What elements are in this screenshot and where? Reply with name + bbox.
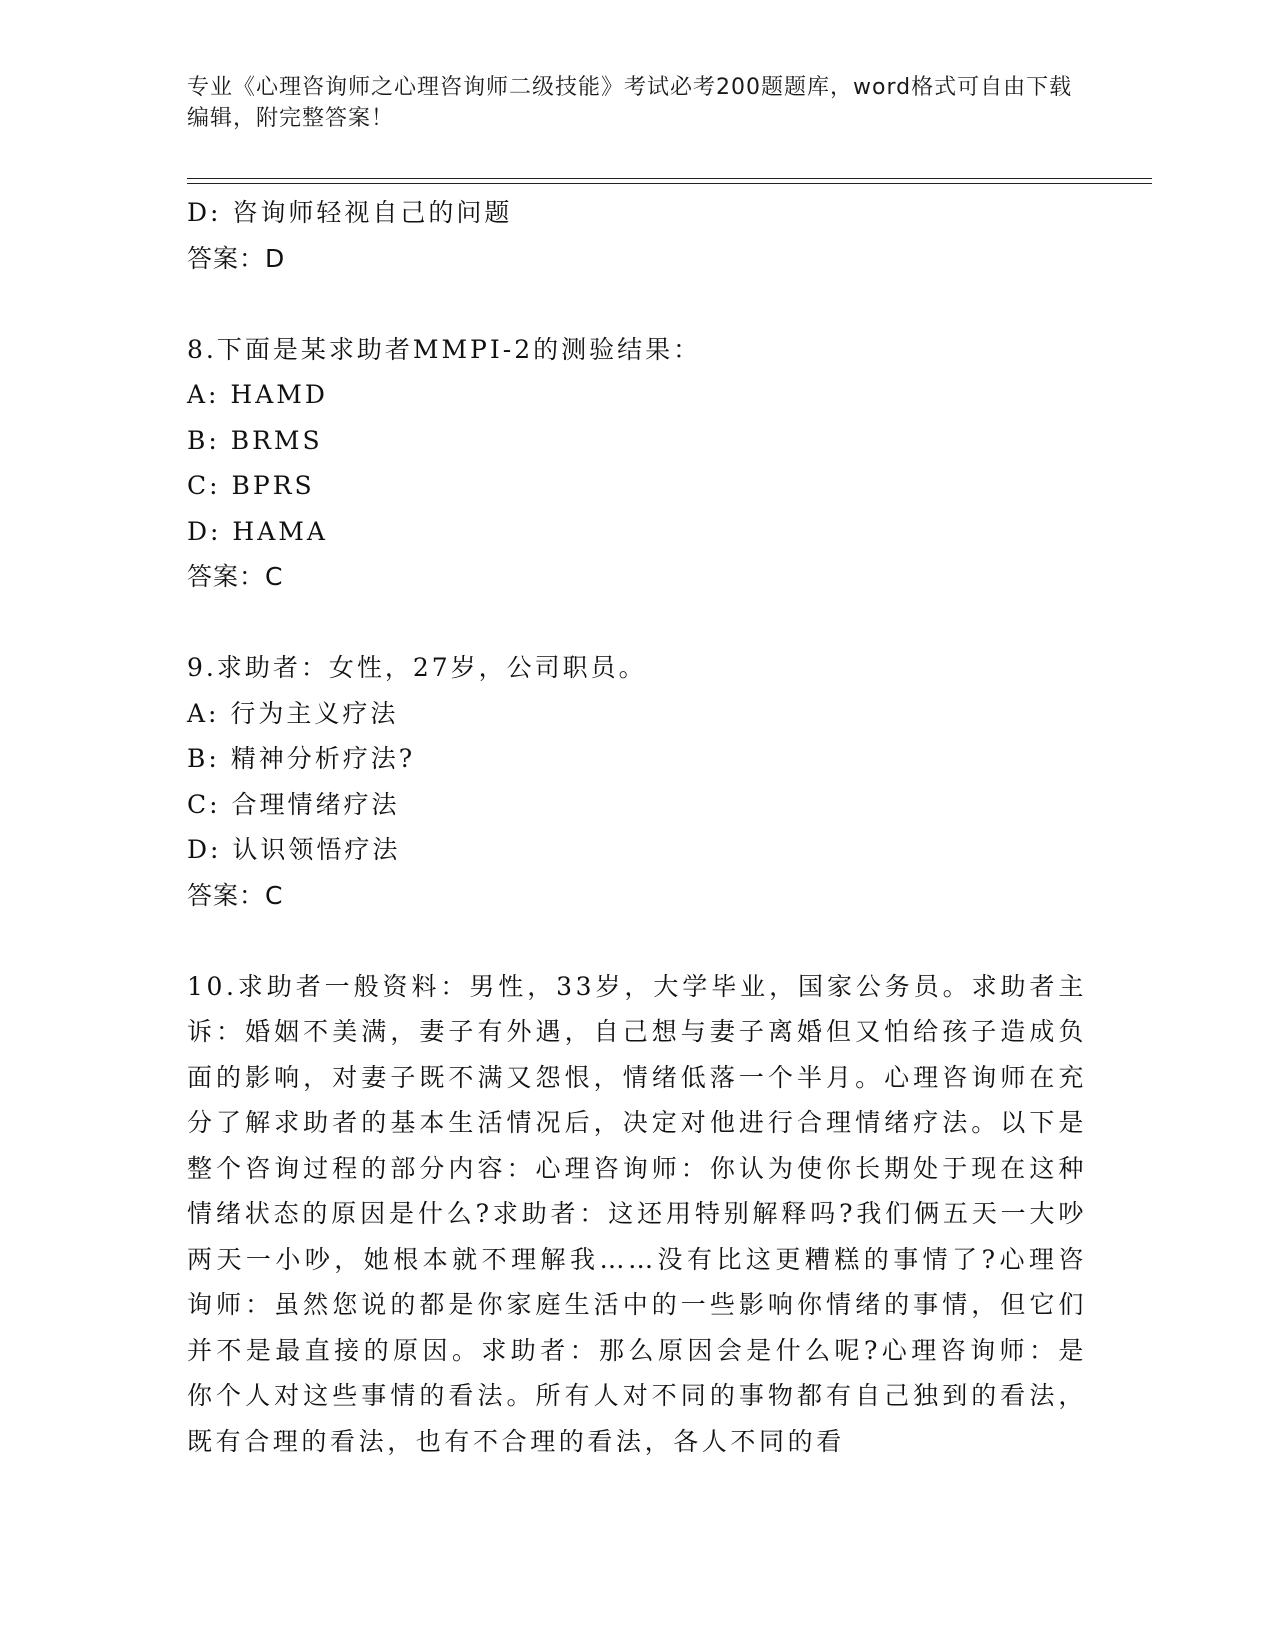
spacer — [187, 918, 1087, 964]
question-stem: 10.求助者一般资料：男性，33岁，大学毕业，国家公务员。求助者主诉：婚姻不美满，妻子有外遇，自己想与妻子离婚但又怕给孩子造成负面的影响，对妻子既不满又怨恨，情绪低落一个半月。心理咨询师在充分了解求助者的基本生活情况后，决定对他进行合理情绪疗法。以下是整个咨询过程的部分内容：心理咨询师：你认为使你长期处于现在这种情绪状态的原因是什么?求助者：这还用特别解释吗?我们俩五天一大吵两天一小吵，她根本就不理解我……没有比这更糟糕的事情了?心理咨询师：虽然您说的都是你家庭生活中的一些影响你情绪的事情，但它们并不是最直接的原因。求助者：那么原因会是什么呢?心理咨询师：是你个人对这些事情的看法。所有人对不同的事物都有自己独到的看法，既有合理的看法，也有不合理的看法，各人不同的看 — [187, 971, 1087, 1456]
option-b: B: 精神分析疗法? — [187, 744, 416, 773]
question-8 — [187, 327, 1087, 600]
spacer — [187, 281, 1087, 327]
answer-line: 答案：D — [187, 243, 286, 273]
option-c: C: 合理情绪疗法 — [187, 789, 400, 819]
question-10 — [187, 964, 1087, 1465]
answer-line: 答案：C — [187, 880, 284, 910]
question-stem: 8.下面是某求助者MMPI-2的测验结果： — [187, 334, 702, 364]
option-d: D: 咨询师轻视自己的问题 — [187, 198, 513, 227]
option-d: D: 认识领悟疗法 — [187, 835, 401, 864]
option-a: A: HAMD — [187, 380, 328, 409]
document-header: 专业《心理咨询师之心理咨询师二级技能》考试必考200题题库，word格式可自由下载编辑，附完整答案！ — [187, 75, 1073, 131]
spacer — [187, 600, 1087, 646]
question-9 — [187, 645, 1087, 918]
question-stem: 9.求助者：女性，27岁，公司职员。 — [187, 653, 647, 682]
document-body — [187, 190, 1087, 1464]
option-c: C: BPRS — [187, 471, 315, 500]
option-a: A: 行为主义疗法 — [187, 698, 399, 728]
previous-question-tail — [187, 190, 1087, 281]
option-d: D: HAMA — [187, 516, 328, 546]
option-b: B: BRMS — [187, 425, 323, 455]
header-divider — [187, 178, 1152, 184]
answer-line: 答案：C — [187, 562, 284, 591]
